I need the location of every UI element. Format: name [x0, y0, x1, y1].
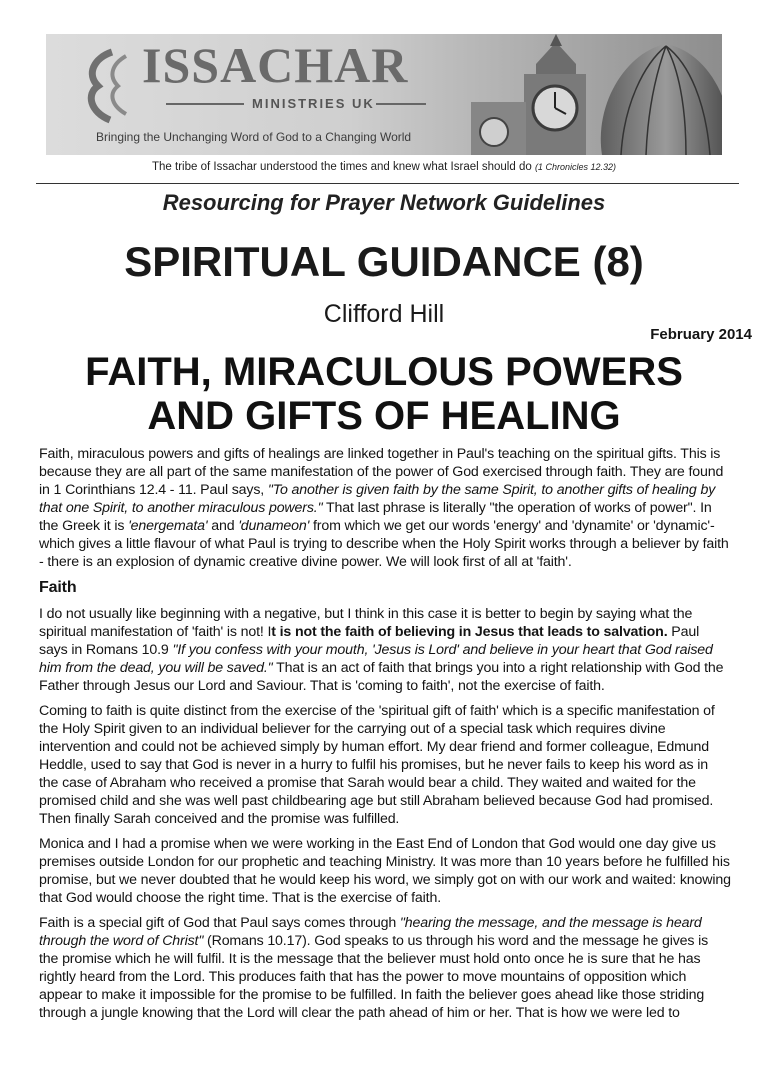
- section-heading-faith: Faith: [39, 579, 77, 596]
- divider: [166, 103, 244, 105]
- paragraph-intro: Faith, miraculous powers and gifts of healings are linked together in Paul's teaching on the spiritual gifts. This is because they are all part of the same manifestation of the power of God exercised through faith. They are found in 1 Corinthians 12.4 - 11. Paul says, "To another is given faith by the same Spirit, to another gifts of healing by that one Spirit, to another miraculous powers." That last phrase is literally "the operation of works of power". In the Greek it is 'energemata' and 'dunameon' from which we get our words 'energy' and 'dynamite' or 'dynamic'- which gives a little flavour of what Paul is trying to describe when the Holy Spirit works through a believer by faith - there is an explosion of dynamic creative divine power. We will look first of all at 'faith'.: [39, 446, 729, 570]
- brand-tagline: Bringing the Unchanging Word of God to a Changing World: [96, 130, 412, 144]
- paragraph: Coming to faith is quite distinct from the exercise of the 'spiritual gift of faith' which is a specific manifestation of the Holy Spirit given to an individual believer for the carrying out of a special task which requires divine intervention and could not be achieved simply by human effort. My dear friend and former colleague, Edmund Heddle, used to say that God is never in a hurry to fulfil his promises, but he never fails to keep his word as in the case of Abraham who received a promise that Sarah would bear a child. They waited and waited for the promised child and she was well past childbearing age but still Abraham believed because God had promised. Then finally Sarah conceived and the promise was fulfilled.: [39, 703, 715, 827]
- author: Clifford Hill: [323, 300, 445, 328]
- motto-reference: (1 Chronicles 12.32): [534, 162, 616, 172]
- divider: [376, 103, 426, 105]
- article-body: [39, 445, 731, 1029]
- page-title: SPIRITUAL GUIDANCE (8): [124, 238, 644, 285]
- paragraph: Faith is a special gift of God that Paul says comes through "hearing the message, and the message is heard through the word of Christ" (Romans 10.17). God speaks to us through his word and the message he gives is the promise which he will fulfil. It is the message that the believer must hold onto once he is sure that he has rightly heard from the Lord. This produces faith that has the power to move mountains of opposition which appear to make it impossible for the promise to be fulfilled. In faith the believer goes ahead like those striding through a jungle knowing that the Lord will clear the path ahead of him or her. That is how we were led to: [39, 915, 709, 1021]
- motto-text: The tribe of Issachar understood the times and knew what Israel should do: [152, 161, 532, 173]
- article-title: [0, 350, 768, 438]
- series-title: Resourcing for Prayer Network Guidelines: [162, 190, 606, 215]
- brand-logo-text: ISSACHAR: [142, 37, 409, 93]
- publication-date: February 2014: [650, 326, 752, 343]
- header-rule: [36, 183, 739, 184]
- article-title-line: AND GIFTS OF HEALING: [147, 394, 621, 438]
- motto: [0, 161, 768, 173]
- article-title-line: FAITH, MIRACULOUS POWERS: [85, 350, 683, 394]
- paragraph: Monica and I had a promise when we were working in the East End of London that God would one day give us premises outside London for our prophetic and teaching Ministry. It was more than 10 years before he fulfilled his promise, but we never doubted that he would keep his word, we simply got on with our work and waited: knowing that God would choose the right time. That is the exercise of faith.: [39, 836, 731, 906]
- header-banner: [46, 34, 722, 155]
- brand-subtitle: MINISTRIES UK: [252, 96, 375, 111]
- paragraph: I do not usually like beginning with a negative, but I think in this case it is better to begin by saying what the spiritual manifestation of 'faith' is not! It is not the faith of believing in Jesus that leads to salvation. Paul says in Romans 10.9 "If you confess with your mouth, 'Jesus is Lord' and believe in your heart that God raised him from the dead, you will be saved." That is an act of faith that brings you into a right relationship with God the Father through Jesus our Lord and Saviour. That is 'coming to faith', not the exercise of faith.: [39, 606, 724, 694]
